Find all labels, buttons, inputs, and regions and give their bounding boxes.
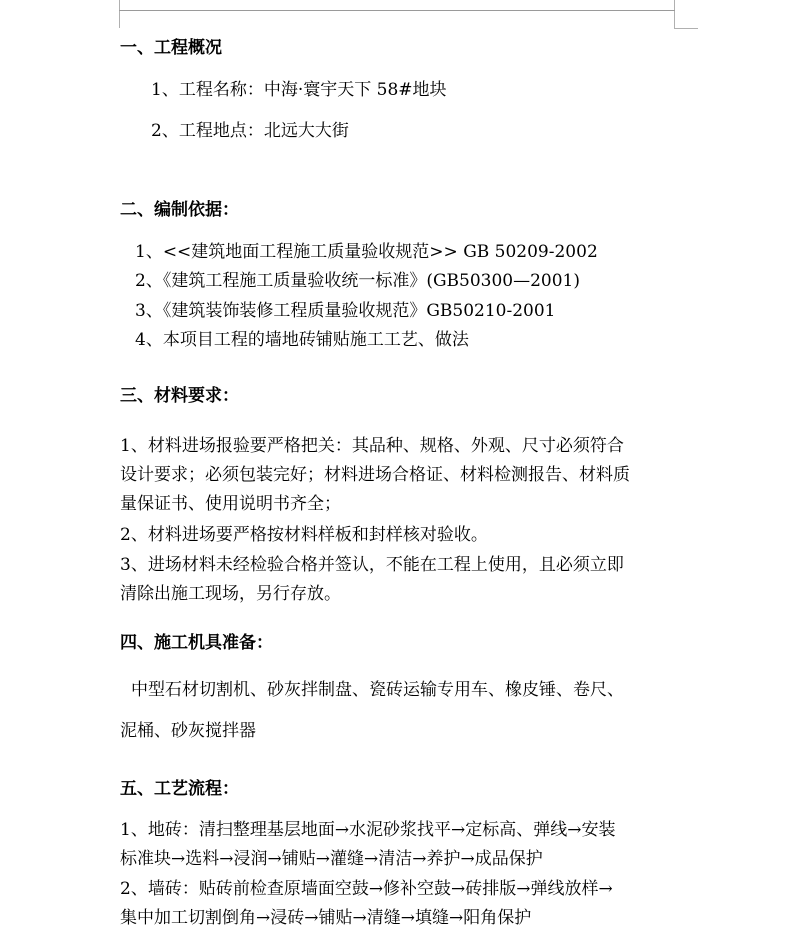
materials-line: 1、材料进场报验要严格把关：其品种、规格、外观、尺寸必须符合 [120,436,624,456]
materials-line: 设计要求；必须包装完好；材料进场合格证、材料检测报告、材料质 [120,465,630,485]
equipment-line: 泥桶、砂灰搅拌器 [120,721,256,741]
section-heading-overview: 一、工程概况 [120,38,222,58]
process-line: 1、地砖：清扫整理基层地面→水泥砂浆找平→定标高、弹线→安装 [120,820,616,840]
materials-line: 清除出施工现场，另行存放。 [120,584,341,604]
equipment-line: 中型石材切割机、砂灰拌制盘、瓷砖运输专用车、橡皮锤、卷尺、 [131,680,624,700]
basis-item: 4、本项目工程的墙地砖铺贴施工工艺、做法 [135,330,469,350]
materials-line: 量保证书、使用说明书齐全； [120,494,341,514]
section-heading-process: 五、工艺流程： [120,779,239,799]
basis-item: 1、<<建筑地面工程施工质量验收规范>> GB 50209-2002 [135,242,598,262]
process-line: 2、墙砖：贴砖前检查原墙面空鼓→修补空鼓→砖排版→弹线放样→ [120,879,613,899]
basis-item: 2、《建筑工程施工质量验收统一标准》(GB50300—2001) [135,271,580,291]
project-location: 2、工程地点：北远大大街 [151,121,349,141]
process-line: 集中加工切割倒角→浸砖→铺贴→清缝→填缝→阳角保护 [120,908,532,928]
section-heading-basis: 二、编制依据： [120,200,239,220]
section-heading-equipment: 四、施工机具准备： [120,633,273,653]
section-heading-materials: 三、材料要求： [120,386,239,406]
crop-mark-top-right-horizontal [674,28,698,29]
page-top-border [119,10,675,11]
materials-line: 3、进场材料未经检验合格并签认，不能在工程上使用，且必须立即 [120,555,624,575]
crop-mark-top-left [119,0,120,28]
process-line: 标准块→选料→浸润→铺贴→灌缝→清洁→养护→成品保护 [120,849,543,869]
crop-mark-top-right [674,0,675,28]
materials-line: 2、材料进场要严格按材料样板和封样核对验收。 [120,525,488,545]
project-name: 1、工程名称：中海·寰宇天下 58#地块 [151,80,447,100]
basis-item: 3、《建筑装饰装修工程质量验收规范》GB50210-2001 [135,301,556,321]
